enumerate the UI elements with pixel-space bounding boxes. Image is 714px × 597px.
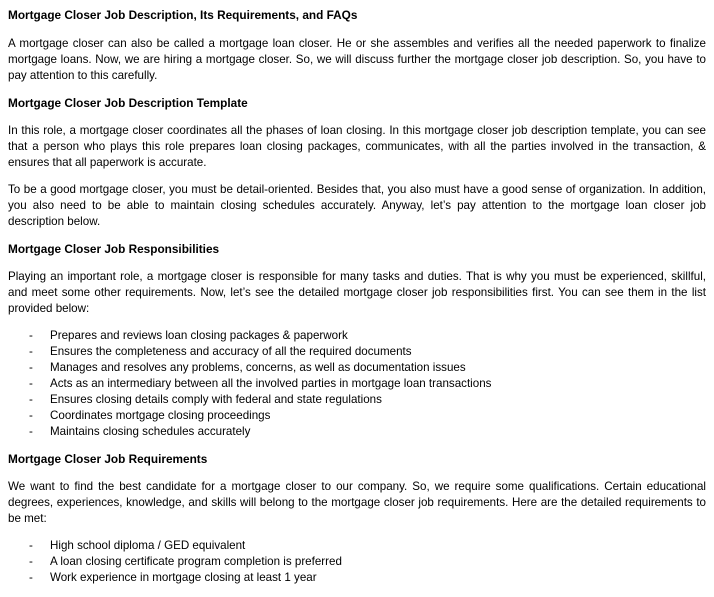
list-item-text: Ensures closing details comply with federal and state regulations [50, 393, 382, 406]
document-title: Mortgage Closer Job Description, Its Requirements, and FAQs [8, 8, 358, 22]
bullet-dash-icon: - [29, 425, 33, 438]
requirements-paragraph: We want to find the best candidate for a mortgage closer to our company. So, we require some qualifications. Certain educational degrees, experiences, knowledge, and skills will belong to the mortgage closer job requirements. Here are the detailed requirements to be met: [8, 480, 706, 525]
intro-paragraph: A mortgage closer can also be called a mortgage loan closer. He or she assembles and verifies all the needed paperwork to finalize mortgage loans. Now, we are hiring a mortgage closer. So, we will discuss further the mortgage closer job description. So, you have to pay attention to this carefully. [8, 37, 706, 82]
list-item-text: Manages and resolves any problems, concerns, as well as documentation issues [50, 361, 466, 374]
list-item-text: Coordinates mortgage closing proceedings [50, 409, 271, 422]
list-item [8, 408, 706, 424]
list-item-text: Ensures the completeness and accuracy of all the required documents [50, 345, 412, 358]
list-item [8, 554, 706, 570]
list-item [8, 376, 706, 392]
list-item [8, 360, 706, 376]
bullet-dash-icon: - [29, 539, 33, 552]
bullet-dash-icon: - [29, 361, 33, 374]
list-item-text: Prepares and reviews loan closing packages & paperwork [50, 329, 348, 342]
bullet-dash-icon: - [29, 329, 33, 342]
list-item [8, 570, 706, 586]
requirements-list [8, 538, 706, 586]
list-item [8, 538, 706, 554]
responsibilities-list [8, 328, 706, 440]
section-heading-requirements: Mortgage Closer Job Requirements [8, 452, 208, 466]
list-item [8, 328, 706, 344]
bullet-dash-icon: - [29, 345, 33, 358]
section-heading-responsibilities: Mortgage Closer Job Responsibilities [8, 242, 220, 256]
list-item [8, 424, 706, 440]
list-item-text: Maintains closing schedules accurately [50, 425, 251, 438]
list-item-text: Work experience in mortgage closing at least 1 year [50, 571, 317, 584]
description-paragraph-1: In this role, a mortgage closer coordinates all the phases of loan closing. In this mortgage closer job description template, you can see that a person who plays this role prepares loan closing packages, communicates, with all the parties involved in the transaction, & ensures that all paperwork is accurate. [8, 124, 706, 169]
bullet-dash-icon: - [29, 555, 33, 568]
document-page [8, 7, 706, 597]
list-item-text: A loan closing certificate program completion is preferred [50, 555, 342, 568]
list-item [8, 344, 706, 360]
bullet-dash-icon: - [29, 571, 33, 584]
bullet-dash-icon: - [29, 377, 33, 390]
list-item-text: High school diploma / GED equivalent [50, 539, 246, 552]
bullet-dash-icon: - [29, 393, 33, 406]
responsibilities-paragraph: Playing an important role, a mortgage closer is responsible for many tasks and duties. That is why you must be experienced, skillful, and meet some other requirements. Now, let’s see the detailed mortgage closer job responsibilities first. You can see them in the list provided below: [8, 270, 706, 315]
section-heading-description: Mortgage Closer Job Description Template [8, 96, 248, 110]
list-item-text: Acts as an intermediary between all the involved parties in mortgage loan transactions [50, 377, 492, 390]
bullet-dash-icon: - [29, 409, 33, 422]
description-paragraph-2: To be a good mortgage closer, you must be detail-oriented. Besides that, you also must have a good sense of organization. In addition, you also need to be able to maintain closing schedules accurately. Anyway, let’s pay attention to the mortgage loan closer job description below. [8, 183, 706, 228]
list-item [8, 392, 706, 408]
